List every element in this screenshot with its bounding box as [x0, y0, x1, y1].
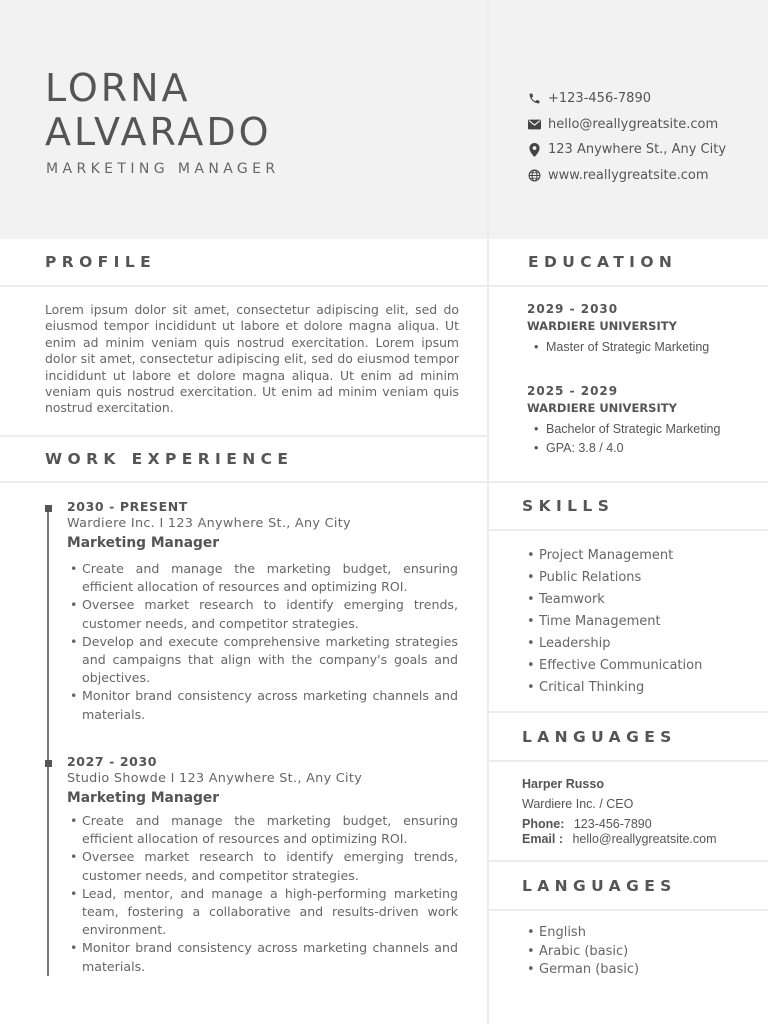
job-bullet: • Monitor brand consistency across marketing channels and materials. [67, 939, 458, 975]
reference-heading: LANGUAGES [522, 728, 677, 746]
contact-website[interactable] [527, 163, 726, 189]
reference-email [522, 832, 717, 846]
education-school: WARDIERE UNIVERSITY [527, 319, 677, 333]
last-name: ALVARADO [45, 110, 272, 154]
education-period: 2029 - 2030 [527, 302, 619, 316]
education-entry [527, 302, 709, 357]
timeline-dot [45, 760, 52, 767]
job-bullet: • Oversee market research to identify emerging trends, customer needs, and competitor strategies. [67, 848, 458, 884]
job-entry [67, 754, 458, 976]
job-bullet: • Create and manage the marketing budget, ensuring efficient allocation of resources and optimizing ROI. [67, 560, 458, 596]
divider [489, 711, 768, 713]
contact-list [527, 86, 726, 188]
profile-heading: PROFILE [45, 253, 157, 271]
job-bullet: • Monitor brand consistency across marketing channels and materials. [67, 687, 458, 723]
job-role: MARKETING MANAGER [46, 161, 280, 177]
skill-item: • Leadership [527, 633, 702, 655]
full-name [45, 66, 272, 154]
skill-item: • Project Management [527, 545, 702, 567]
job-bullet: • Oversee market research to identify emerging trends, customer needs, and competitor strategies. [67, 596, 458, 632]
job-bullets [67, 560, 458, 724]
skill-item: • Time Management [527, 611, 702, 633]
education-detail: • GPA: 3.8 / 4.0 [527, 439, 720, 458]
map-pin-icon [527, 143, 541, 157]
job-period: 2027 - 2030 [67, 754, 158, 769]
skill-item: • Effective Communication [527, 655, 702, 677]
contact-phone[interactable] [527, 86, 726, 112]
first-name: LORNA [45, 66, 191, 110]
job-bullet: • Develop and execute comprehensive marketing strategies and campaigns that align with the company's goals and objectives. [67, 633, 458, 688]
column-divider [487, 0, 489, 1024]
education-detail: • Bachelor of Strategic Marketing [527, 420, 720, 439]
contact-email[interactable] [527, 112, 726, 138]
languages-list [527, 924, 639, 980]
divider [489, 909, 768, 911]
reference-email-label: Email : [522, 832, 563, 846]
education-period: 2025 - 2029 [527, 384, 619, 398]
language-item: • Arabic (basic) [527, 943, 639, 962]
globe-icon [527, 168, 541, 182]
phone-text: +123-456-7890 [548, 91, 651, 107]
education-heading: EDUCATION [528, 253, 678, 271]
job-bullets [67, 812, 458, 976]
languages-heading: LANGUAGES [522, 877, 677, 895]
divider [489, 760, 768, 762]
education-detail: • Master of Strategic Marketing [527, 338, 709, 357]
job-period: 2030 - PRESENT [67, 499, 188, 514]
reference-phone [522, 817, 717, 831]
work-experience-heading: WORK EXPERIENCE [45, 450, 294, 468]
education-school: WARDIERE UNIVERSITY [527, 401, 677, 415]
reference-phone-value: 123-456-7890 [573, 817, 652, 831]
job-bullet: • Lead, mentor, and manage a high-performing marketing team, fostering a collaborative and results-driven work environment. [67, 885, 458, 940]
education-details [527, 338, 709, 357]
timeline-dot [45, 505, 52, 512]
job-company: Studio Showde I 123 Anywhere St., Any City [67, 771, 363, 786]
website-text: www.reallygreatsite.com [548, 167, 709, 183]
contact-address [527, 137, 726, 163]
skills-list [527, 545, 702, 699]
divider [489, 860, 768, 862]
job-title: Marketing Manager [67, 535, 220, 551]
phone-icon [527, 92, 541, 106]
skills-heading: SKILLS [522, 497, 615, 515]
language-item: • German (basic) [527, 961, 639, 980]
job-title: Marketing Manager [67, 790, 220, 806]
job-bullet: • Create and manage the marketing budget, ensuring efficient allocation of resources and optimizing ROI. [67, 812, 458, 848]
divider [0, 285, 487, 287]
job-company: Wardiere Inc. I 123 Anywhere St., Any City [67, 516, 351, 531]
reference-block [522, 777, 717, 846]
divider [489, 529, 768, 531]
reference-name: Harper Russo [522, 777, 604, 791]
divider [489, 481, 768, 483]
reference-phone-label: Phone: [522, 817, 565, 831]
skill-item: • Teamwork [527, 589, 702, 611]
address-text: 123 Anywhere St., Any City [548, 142, 727, 158]
timeline-line [47, 508, 49, 976]
job-entry [67, 499, 458, 724]
divider [0, 435, 487, 437]
envelope-icon [527, 117, 541, 131]
skill-item: • Critical Thinking [527, 677, 702, 699]
education-entry [527, 384, 720, 458]
reference-email-value: hello@reallygreatsite.com [572, 832, 717, 846]
profile-text: Lorem ipsum dolor sit amet, consectetur adipiscing elit, sed do eiusmod tempor incididunt ut labore et dolore magna aliqua. Ut enim ad minim veniam quis nostrud exercitation. Lorem ipsum dolor sit amet, consectetur adipiscing elit, sed do eiusmod tempor incididunt ut labore et dolore magna aliqua. Ut enim ad minim veniam quis nostrud exercitation. Ut enim ad minim veniam quis nostrud exercitation. [45, 302, 459, 416]
skill-item: • Public Relations [527, 567, 702, 589]
language-item: • English [527, 924, 639, 943]
divider [489, 285, 768, 287]
reference-org: Wardiere Inc. / CEO [522, 797, 634, 811]
email-text: hello@reallygreatsite.com [548, 116, 719, 132]
education-details [527, 420, 720, 458]
divider [0, 481, 487, 483]
